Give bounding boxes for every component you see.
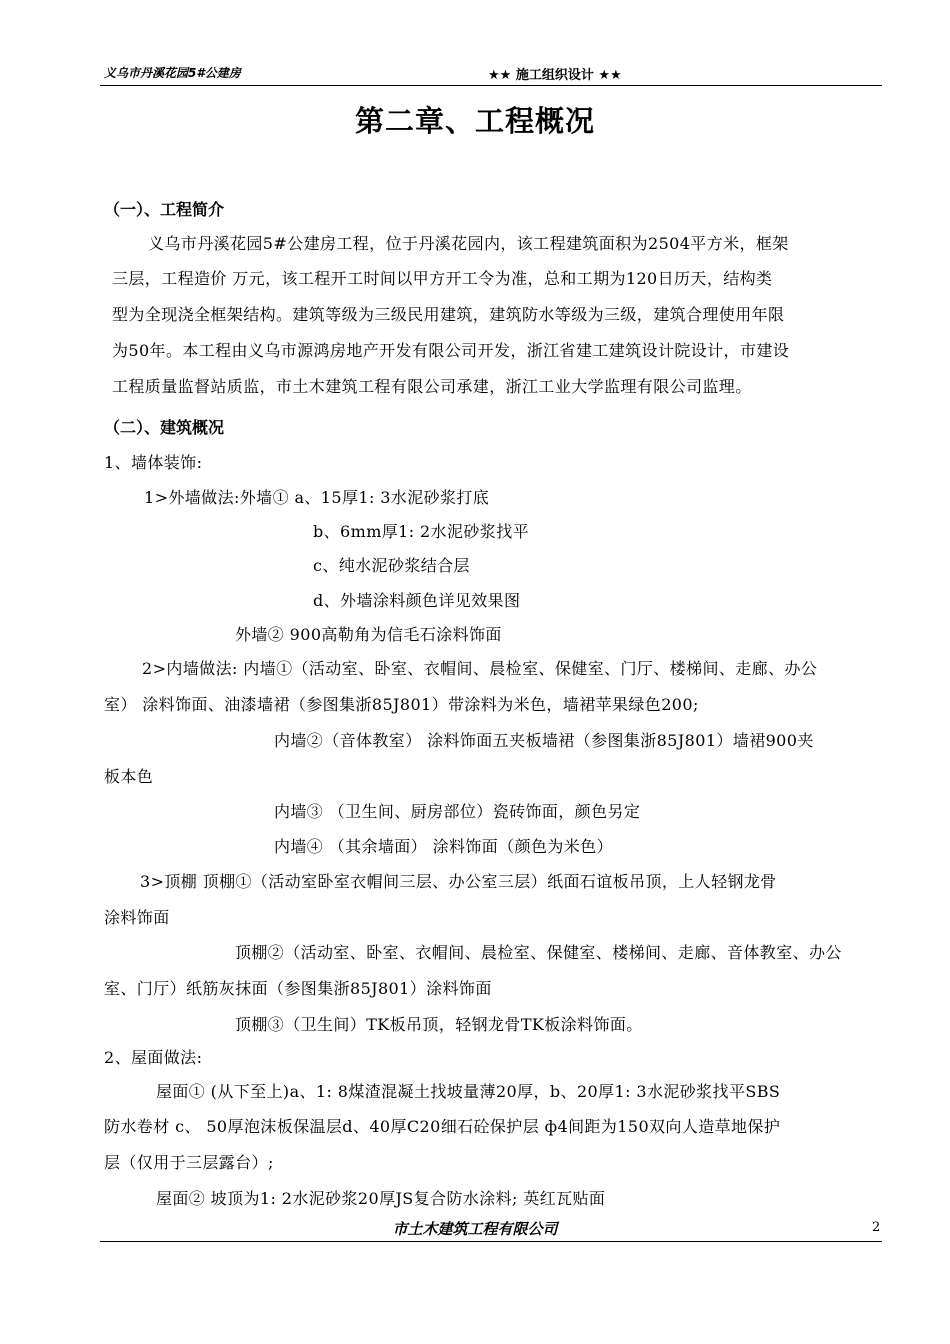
body-line: 外墙② 900高勒角为信毛石涂料饰面 bbox=[235, 625, 502, 644]
body-line: c、纯水泥砂浆结合层 bbox=[313, 556, 470, 575]
body-line: 2>内墙做法: 内墙①（活动室、卧室、衣帽间、晨检室、保健室、门厅、楼梯间、走廊、办公 bbox=[142, 659, 818, 678]
body-line: 层（仅用于三层露台）; bbox=[104, 1153, 274, 1172]
body-line: 工程质量监督站质监，市土木建筑工程有限公司承建，浙江工业大学监理有限公司监理。 bbox=[112, 377, 752, 396]
body-line: 2、屋面做法: bbox=[104, 1048, 203, 1067]
page-number: 2 bbox=[872, 1220, 881, 1235]
body-line: 3>顶棚 顶棚①（活动室卧室衣帽间三层、办公室三层）纸面石谊板吊顶，上人轻钢龙骨 bbox=[140, 872, 777, 891]
body-line: 室） 涂料饰面、油漆墙裙（参图集浙85J801）带涂料为米色，墙裙苹果绿色200; bbox=[104, 695, 699, 714]
body-line: 防水卷材 c、 50厚泡沫板保温层d、40厚C20细石砼保护层 ф4间距为150双向人造草地保护 bbox=[104, 1117, 781, 1136]
body-line: 为50年。本工程由义乌市源鸿房地产开发有限公司开发，浙江省建工建筑设计院设计，市建设 bbox=[112, 341, 790, 360]
body-line: 顶棚③（卫生间）TK板吊顶，轻钢龙骨TK板涂料饰面。 bbox=[235, 1015, 643, 1034]
body-line: b、6mm厚1: 2水泥砂浆找平 bbox=[313, 522, 530, 541]
body-line: 屋面① (从下至上)a、1: 8煤渣混凝土找坡量薄20厚，b、20厚1: 3水泥砂浆找平SBS bbox=[156, 1082, 781, 1101]
body-line: 义乌市丹溪花园5#公建房工程，位于丹溪花园内，该工程建筑面积为2504平方米，框架 bbox=[148, 234, 789, 253]
body-line: d、外墙涂料颜色详见效果图 bbox=[313, 591, 521, 610]
body-line: 涂料饰面 bbox=[104, 908, 170, 927]
body-line: 三层，工程造价 万元，该工程开工时间以甲方开工令为准，总和工期为120日历天，结构类 bbox=[112, 269, 773, 288]
header-divider bbox=[100, 85, 882, 86]
body-line: 1、墙体装饰: bbox=[104, 453, 203, 472]
body-line: 室、门厅）纸筋灰抹面（参图集浙85J801）涂料饰面 bbox=[104, 979, 492, 998]
chapter-title: 第二章、工程概况 bbox=[354, 104, 595, 138]
body-line: 型为全现浇全框架结构。建筑等级为三级民用建筑，建筑防水等级为三级，建筑合理使用年限 bbox=[112, 305, 785, 324]
section-heading-building: （二）、建筑概况 bbox=[104, 418, 225, 437]
body-line: 顶棚②（活动室、卧室、衣帽间、晨检室、保健室、楼梯间、走廊、音体教室、办公 bbox=[235, 943, 842, 962]
body-line: 屋面② 坡顶为1: 2水泥砂浆20厚JS复合防水涂料; 英红瓦贴面 bbox=[156, 1189, 606, 1208]
body-line: 内墙②（音体教室） 涂料饰面五夹板墙裙（参图集浙85J801）墙裙900夹 bbox=[274, 731, 814, 750]
header-project-name: 义乌市丹溪花园5#公建房 bbox=[104, 66, 241, 80]
footer-company-name: 市土木建筑工程有限公司 bbox=[392, 1220, 558, 1238]
body-line: 板本色 bbox=[104, 767, 154, 786]
body-line: 1>外墙做法:外墙① a、15厚1: 3水泥砂浆打底 bbox=[144, 488, 490, 507]
body-line: 内墙④ （其余墙面） 涂料饰面（颜色为米色） bbox=[274, 837, 613, 856]
header-document-type: ★★ 施工组织设计 ★★ bbox=[488, 68, 622, 83]
footer-divider bbox=[100, 1241, 882, 1242]
section-heading-overview: （一）、工程简介 bbox=[104, 200, 225, 219]
body-line: 内墙③ （卫生间、厨房部位）瓷砖饰面，颜色另定 bbox=[274, 802, 641, 821]
